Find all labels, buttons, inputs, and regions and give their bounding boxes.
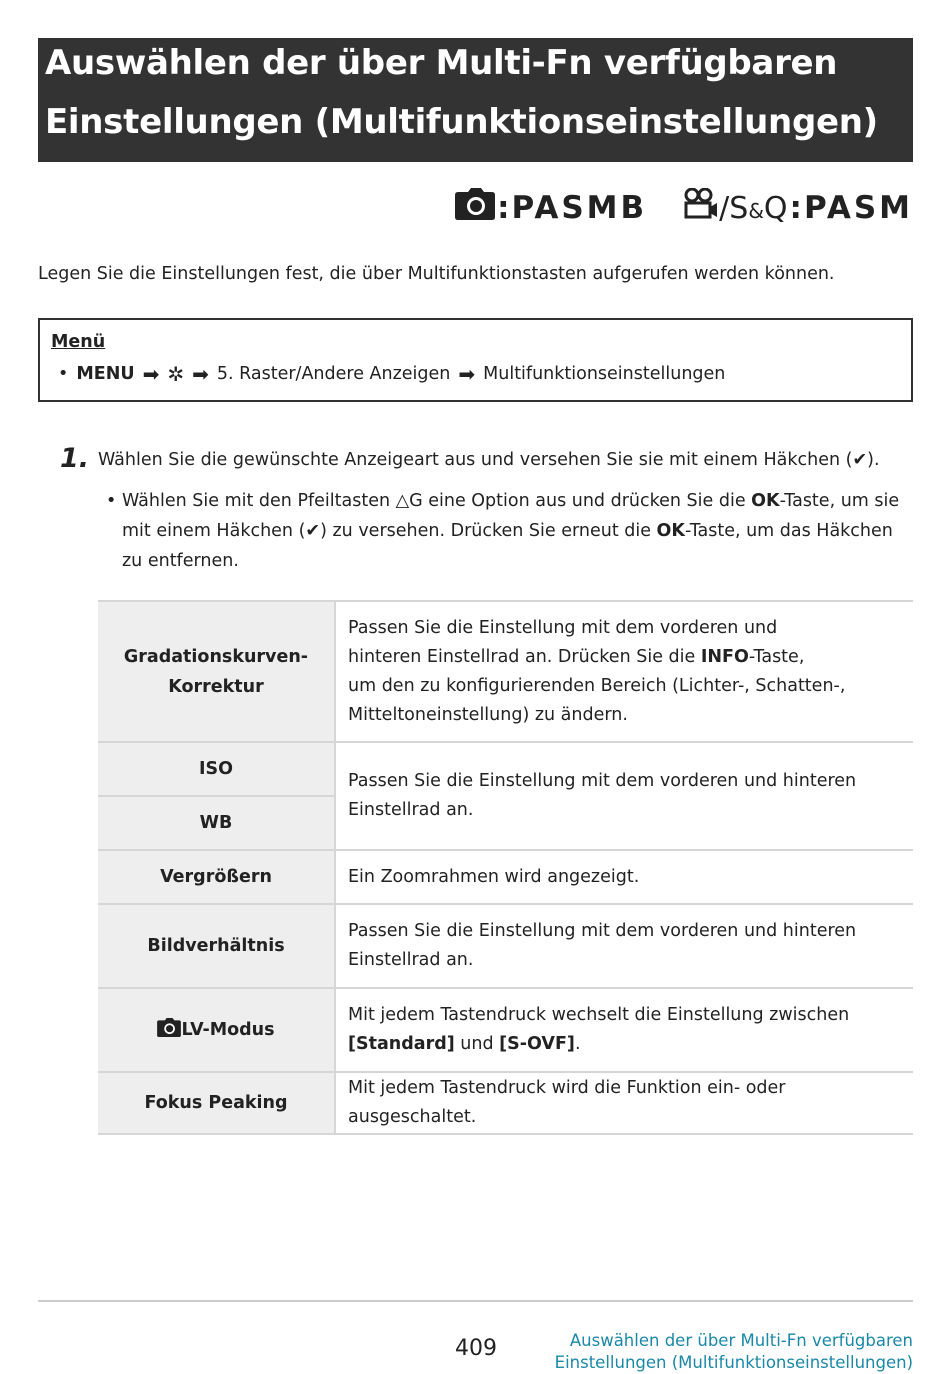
video-modes: PASM <box>803 190 913 226</box>
video-slash: / <box>719 190 730 226</box>
row-desc-iso-wb: Passen Sie die Einstellung mit dem vorderen und hinteren Einstellrad an. <box>335 742 913 850</box>
movie-camera-icon <box>683 188 719 228</box>
gradation-desc-4: Mitteltoneinstellung) zu ändern. <box>348 704 628 725</box>
row-desc-aspect: Passen Sie die Einstellung mit dem vorderen und hinteren Einstellrad an. <box>335 904 913 988</box>
table-row <box>98 904 913 988</box>
gradation-label-b: Korrektur <box>168 676 264 697</box>
lv-mode-label: LV-Modus <box>181 1020 275 1040</box>
page-title-bar <box>38 38 913 162</box>
lv-standard: [Standard] <box>348 1034 455 1054</box>
row-label-iso: ISO <box>98 742 335 796</box>
menu-label: MENU <box>76 364 135 384</box>
sq-s: S <box>729 190 749 226</box>
footer-title-line-2[interactable]: Einstellungen (Multifunktionseinstellungen) <box>554 1353 913 1372</box>
row-label-gradation <box>98 601 335 742</box>
bullet-part4: ) zu versehen. Drücken Sie erneut die <box>320 521 657 541</box>
gradation-desc-2a: hinteren Einstellrad an. Drücken Sie die <box>348 646 701 667</box>
table-row <box>98 988 913 1072</box>
lv-desc-1: Mit jedem Tastendruck wechselt die Einstellung zwischen <box>348 1005 850 1025</box>
row-desc-gradation <box>335 601 913 742</box>
checkmark-icon: ✔ <box>305 521 321 541</box>
arrow-right-icon: ➡ <box>458 362 476 386</box>
camera-icon <box>455 188 495 228</box>
page-title-line-2: Einstellungen (Multifunktionseinstellungen) <box>45 102 878 142</box>
ok-label-2: OK <box>656 521 685 541</box>
gradation-desc-3: um den zu konfigurierenden Bereich (Lichter-, Schatten-, <box>348 675 846 696</box>
row-label-lv-mode <box>98 988 335 1072</box>
table-row <box>98 850 913 904</box>
step-number: 1. <box>60 443 90 474</box>
menu-item-raster: 5. Raster/Andere Anzeigen <box>216 364 451 384</box>
step-bullet: • <box>106 491 117 511</box>
gradation-desc-2b: -Taste, <box>748 646 805 667</box>
bullet-part2: G eine Option aus und drücken Sie die <box>409 491 752 511</box>
mode-availability <box>455 186 913 230</box>
step-bullet-text <box>122 486 912 576</box>
ok-label-1: OK <box>751 491 780 511</box>
footer-divider <box>38 1300 913 1302</box>
info-label: INFO <box>700 646 749 667</box>
menu-item-multifunction: Multifunktionseinstellungen <box>483 364 726 384</box>
photo-modes: PASMB <box>511 190 648 226</box>
bullet-part5: -Taste, um das Häkchen zu entfernen. <box>122 521 893 571</box>
step-text <box>98 450 880 470</box>
function-table <box>98 600 913 1135</box>
video-mode-colon: : <box>789 190 802 226</box>
row-label-zoom: Vergrößern <box>98 850 335 904</box>
sq-q: Q <box>763 190 788 226</box>
bullet-part1: Wählen Sie mit den Pfeiltasten <box>122 491 396 511</box>
row-label-aspect: Bildverhältnis <box>98 904 335 988</box>
photo-mode-colon: : <box>497 190 510 226</box>
arrow-right-icon: ➡ <box>192 362 209 386</box>
sq-label <box>729 191 787 226</box>
menu-heading: Menü <box>51 332 106 352</box>
lv-end: . <box>574 1034 581 1054</box>
gradation-desc-1: Passen Sie die Einstellung mit dem vorderen und <box>348 617 778 638</box>
table-row <box>98 1072 913 1134</box>
row-desc-peaking: Mit jedem Tastendruck wird die Funktion ein- oder ausgeschaltet. <box>335 1072 913 1134</box>
step-text-main: Wählen Sie die gewünschte Anzeigeart aus und versehen Sie sie mit einem Häkchen ( <box>98 450 853 470</box>
lv-sovf: [S-OVF] <box>499 1034 575 1054</box>
camera-icon <box>157 1020 181 1040</box>
lv-und: und <box>454 1034 500 1054</box>
gradation-label-a: Gradationskurven- <box>123 646 309 667</box>
table-row <box>98 601 913 742</box>
row-label-peaking: Fokus Peaking <box>98 1072 335 1134</box>
page-title-line-1: Auswählen der über Multi-Fn verfügbaren <box>45 43 838 83</box>
menu-path <box>58 362 725 386</box>
checkmark-icon: ✔ <box>852 450 868 470</box>
gear-icon: ✲ <box>167 362 185 386</box>
row-label-wb: WB <box>98 796 335 850</box>
row-desc-zoom: Ein Zoomrahmen wird angezeigt. <box>335 850 913 904</box>
sq-amp: & <box>748 198 764 223</box>
bullet-part3: -Taste, um sie mit einem Häkchen ( <box>122 491 900 541</box>
triangle-up-icon: △ <box>395 491 410 511</box>
step-text-end: ). <box>867 450 880 470</box>
footer-title-line-1[interactable]: Auswählen der über Multi-Fn verfügbaren <box>569 1331 913 1350</box>
table-row <box>98 742 913 796</box>
intro-text: Legen Sie die Einstellungen fest, die über Multifunktionstasten aufgerufen werden können. <box>38 264 835 284</box>
row-desc-lv-mode <box>335 988 913 1072</box>
arrow-right-icon: ➡ <box>142 362 160 386</box>
menu-bullet: • <box>58 364 69 384</box>
page-number: 409 <box>455 1336 497 1361</box>
menu-box <box>38 318 913 402</box>
footer-section-link[interactable] <box>555 1330 913 1374</box>
